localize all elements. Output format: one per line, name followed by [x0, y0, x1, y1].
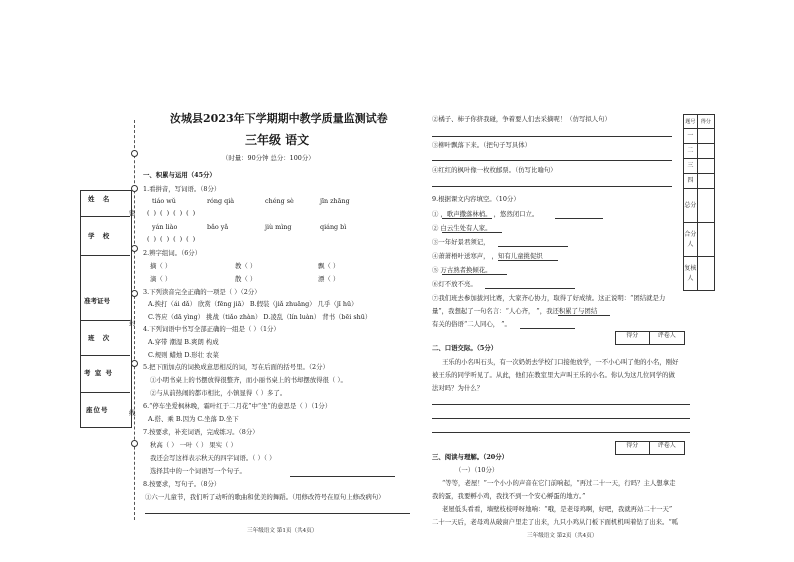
q9-item: ⑥灯不放不亮。: [432, 280, 477, 288]
q4-options: C.规则 蜡烛 D.形壮 农菜: [148, 351, 219, 359]
school-label: 学 校: [88, 232, 113, 240]
exam-title: 汝城县2023年下学期期中教学质量监测试卷: [170, 112, 388, 125]
score-cell[interactable]: [697, 223, 714, 257]
q2-item: 飘（ ）: [318, 262, 340, 270]
seal-mark: 密: [129, 209, 136, 217]
q3-options: A.挨打（ái dǎ） 欣赏（fēng jiā） B.假装（jiǎ zhuāng） 几乎（jī hū）: [148, 300, 358, 308]
s3-subtitle: （一）（10分）: [455, 466, 499, 474]
reading-text: 我的蛋，我要孵小鸡，我找不到一个安心孵蛋的地方。”: [432, 492, 586, 500]
pinyin: jiù mìng: [265, 223, 292, 231]
q4: 4.下列词语中书写全部正确的一组是（ ）（1分）: [143, 325, 280, 333]
score-header: 得分: [697, 115, 714, 129]
q2-item: 散（ ）: [235, 275, 257, 283]
q4-options: A.穿带 潮湿 B.爽朗 构成: [148, 338, 219, 346]
seal-mark: 线: [129, 409, 136, 417]
pinyin: qiáng bì: [320, 223, 347, 231]
q9-item: ⑤ 万古熟者换倾花。: [432, 266, 492, 274]
q3: 3.下列读音完全正确的一项是（ ）（2分）: [143, 288, 261, 296]
score-cell[interactable]: [697, 144, 714, 159]
score-cell[interactable]: [697, 189, 714, 223]
reading-text: 二十一天后，老母鸡从破窗户里走了出来，九只小鸡从门板下面机机叫着钻了出来。“呱: [432, 518, 679, 526]
score-header: 题号: [684, 115, 698, 129]
exam-meta: （时量：90分钟 总分：100分）: [222, 154, 315, 162]
section-2-title: 二、口语交际。（5分）: [432, 344, 498, 352]
q9-item: ② 白云生处有人家。: [432, 224, 492, 232]
q9-item: 有关的俗语“二人同心， ”。: [432, 320, 511, 328]
q5-item: ①小明书桌上的书摆放得很整齐，而小丽书桌上的书却摆放得很（ ）。: [150, 376, 347, 384]
answer-brackets: ( ) ( ) ( ) ( ): [147, 209, 197, 217]
pinyin: bǎo yǎ: [207, 223, 229, 231]
q2-item: 摘（ ）: [150, 262, 172, 270]
grader-cell: 评卷人: [657, 442, 676, 449]
q6-options: A.搭、乘 B.因为 C.坐落 D.坐下: [148, 415, 239, 423]
seal-mark: 封: [129, 319, 136, 327]
score-row-label: 三: [684, 159, 698, 174]
exam-number-label: 准考证号: [84, 297, 110, 305]
q9-item: ⑦我们班去参加拔河比赛，大家齐心协力，取得了好成绩。这正说明：“团结就是力: [432, 294, 666, 302]
exam-subtitle: 三年级 语文: [245, 133, 310, 147]
q9-item: ④萧萧梧叶送寒声， ，知有儿童挑促织: [432, 252, 543, 260]
q9-item: ① ，歌声撒落林梢。 ，悠然闭口立。: [432, 210, 539, 218]
score-cell: 得分: [616, 332, 650, 344]
page-footer: 三年级语文 第2页（共4页）: [527, 533, 598, 539]
pinyin: róng qià: [207, 197, 235, 205]
exam-room-label: 考 室 号: [84, 369, 114, 377]
pinyin: tiáo wǔ: [152, 197, 176, 205]
score-cell[interactable]: [697, 159, 714, 174]
q5: 5.把下面加点的词换成意思相反的词，写在后面的括号里。（2分）: [143, 363, 329, 371]
q3-options: C.答应（dā yìng） 挑战（tiǎo zhàn） D.凌乱（lín luàn） 背书（bēi shū）: [148, 313, 372, 321]
reading-text: “等等，老屋！”一个小小的声音在它门前响起，“再过二十一天，行吗？主人想拿走: [442, 479, 676, 487]
grader-cell: 评卷人: [657, 332, 676, 339]
q9-item: ③一年好景君须记，: [432, 238, 490, 246]
q9-item: 量”，我想起了一句名言：“人心齐， ”，我还积累了与团结: [432, 307, 598, 315]
scorer-box: [615, 441, 685, 455]
answer-brackets: ( ) ( ) ( ) ( ): [147, 235, 197, 243]
section-3-title: 三、阅读与理解。（20分）: [432, 453, 508, 461]
score-row-label: 合分人: [684, 223, 698, 257]
q2: 2.辨字组词。（6分）: [143, 249, 202, 257]
reading-text: 老屋低头看看，墙壁枝枝呼呀地响：“哦，是老母鸡啊，好吧，我就再站二十一天”: [442, 505, 673, 513]
q2-item: 教（ ）: [235, 262, 257, 270]
q9: 9.根据课文内容填空。（10分）: [432, 195, 520, 203]
score-table: [683, 114, 715, 291]
name-label: 姓 名: [88, 195, 113, 203]
s2-text: 被王乐的同学听见了。从此，他们在教室里大声叫王乐的小名。你认为这几位同学的做: [432, 371, 675, 379]
q8-sub: ④红红的枫叶像一枚枚邮票。（仿写比喻句）: [432, 166, 557, 174]
score-cell[interactable]: [697, 129, 714, 144]
q5-item: ②与从前热闹的都市相比，小镇显得（ ）多了。: [150, 389, 287, 397]
pinyin: yán liào: [152, 223, 178, 231]
score-row-label: 一: [684, 129, 698, 144]
scorer-box: [615, 331, 685, 345]
q7: 7.按要求，补充词语，完成练习。（8分）: [143, 428, 259, 436]
pinyin: chéng sè: [265, 197, 294, 205]
q2-item: 滴（ ）: [150, 275, 172, 283]
score-cell[interactable]: [697, 174, 714, 189]
score-row-label: 复核人: [684, 257, 698, 291]
q8: 8.按要求，写句子。（8分）: [143, 480, 221, 488]
page-footer: 三年级语文 第1页（共4页）: [247, 528, 318, 534]
score-row-label: 总分: [684, 189, 698, 223]
class-label: 班 次: [88, 334, 113, 342]
section-1-title: 一、积累与运用（45分）: [143, 171, 216, 179]
seat-label: 座位号: [86, 406, 109, 414]
s2-text: 王乐的小名叫石头，有一次奶奶去学校门口接他放学，一不小心叫了他的小名，刚好: [442, 358, 679, 366]
score-row-label: 四: [684, 174, 698, 189]
q1: 1.看拼音，写词语。（8分）: [143, 185, 221, 193]
score-cell[interactable]: [697, 257, 714, 291]
q8-sub: ③柳叶飘落下来。（把句子写具体）: [432, 141, 532, 149]
q8-sub: ②橘子、柿子你挤我碰，争着要人们去采摘呢！（仿写拟人句）: [432, 115, 611, 123]
score-cell: 得分: [616, 442, 650, 454]
s2-text: 法对吗？为什么？: [432, 384, 484, 392]
q2-item: 漂（ ）: [318, 275, 340, 283]
q7-item: 我还会写这样表示秋天的四字词语。（ ）（ ）: [150, 454, 276, 462]
score-row-label: 二: [684, 144, 698, 159]
pinyin: jīn zhāng: [320, 197, 350, 205]
q8-item: ①六一儿童节，我们听了动听的歌曲和优美的舞蹈。（用修改符号在原句上修改病句）: [145, 493, 385, 501]
q6: 6.“停车坐爱枫林晚，霜叶红于二月花”中“坐”的意思是（ ）（1分）: [143, 402, 332, 410]
q7-item: 选择其中的一个词语写一个句子。: [150, 467, 246, 475]
q7-item: 秋高（ ） 一叶（ ） 果实（ ）: [150, 441, 237, 449]
